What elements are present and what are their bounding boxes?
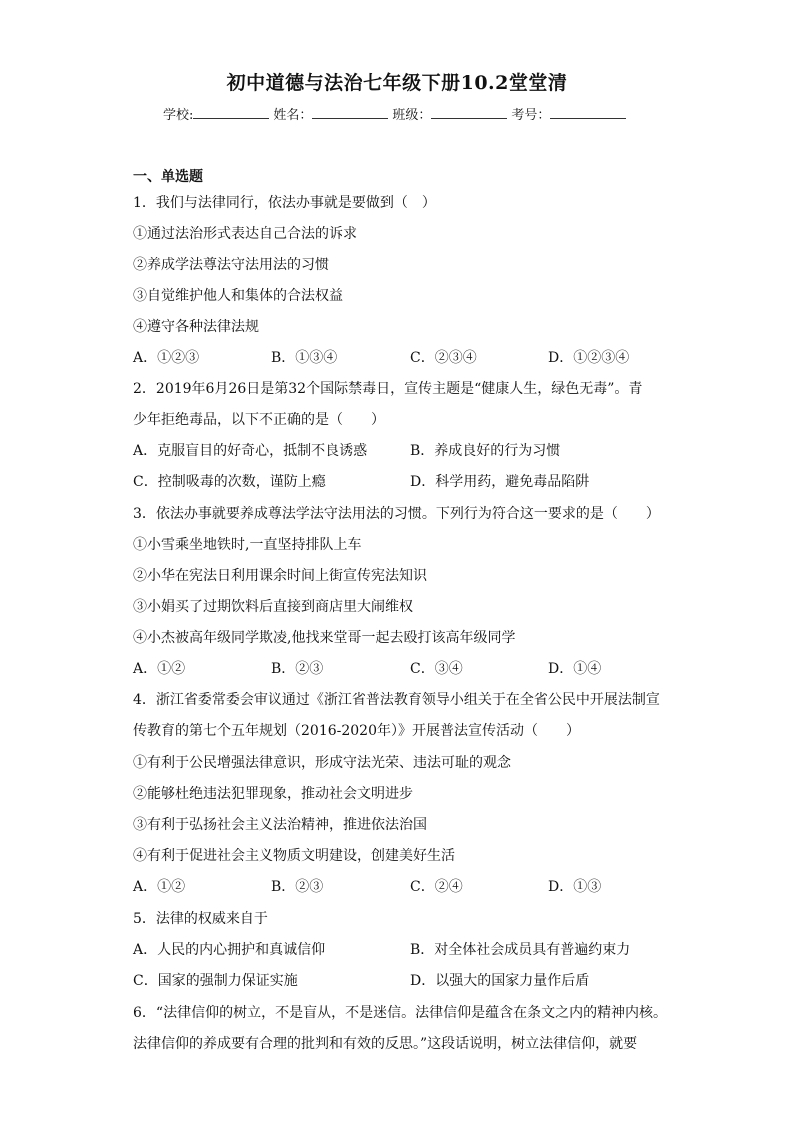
question-2-option-c[interactable]: C．控制吸毒的次数，谨防上瘾	[133, 474, 326, 490]
question-4-stem-line-2: 传教育的第七个五年规划（2016-2020年）》开展普法宣传活动（ ）	[133, 723, 580, 739]
question-4-option-a[interactable]: A．①②	[133, 879, 186, 895]
question-6-stem-line-2: 法律信仰的养成要有合理的批判和有效的反思。”这段话说明，树立法律信仰，就要	[133, 1036, 638, 1052]
question-6-stem-line-1: 6．“法律信仰的树立，不是盲从，不是迷信。法律信仰是蕴含在条文之内的精神内核。	[133, 1005, 668, 1021]
exam-number-label: 考号：	[511, 108, 551, 123]
question-1-item-3: ③自觉维护他人和集体的合法权益	[133, 288, 343, 304]
question-3-item-3: ③小娟买了过期饮料后直接到商店里大闹维权	[133, 599, 413, 615]
question-4-item-2: ②能够杜绝违法犯罪现象，推动社会文明进步	[133, 786, 413, 802]
question-3-option-a[interactable]: A．①②	[133, 661, 186, 677]
question-4-option-d[interactable]: D．①③	[548, 879, 602, 895]
question-1-item-1: ①通过法治形式表达自己合法的诉求	[133, 226, 357, 242]
question-1-option-c[interactable]: C．②③④	[410, 350, 477, 366]
question-1-item-4: ④遵守各种法律法规	[133, 319, 259, 335]
question-5-option-d[interactable]: D．以强大的国家力量作后盾	[410, 973, 590, 989]
school-blank[interactable]	[193, 104, 269, 119]
question-2-stem-line-2: 少年拒绝毒品，以下不正确的是（ ）	[133, 412, 385, 428]
question-1-option-a[interactable]: A．①②③	[133, 350, 200, 366]
question-4-option-c[interactable]: C．②④	[410, 879, 463, 895]
exam-number-blank[interactable]	[550, 104, 626, 119]
question-4-item-1: ①有利于公民增强法律意识，形成守法光荣、违法可耻的观念	[133, 755, 511, 771]
question-2-option-d[interactable]: D．科学用药，避免毒品陷阱	[410, 474, 590, 490]
question-1-stem: 1．我们与法律同行，依法办事就是要做到（ ）	[133, 195, 436, 211]
question-3-option-c[interactable]: C．③④	[410, 661, 463, 677]
question-5-stem: 5．法律的权威来自于	[133, 911, 268, 927]
question-3-option-b[interactable]: B．②③	[271, 661, 324, 677]
question-4-item-4: ④有利于促进社会主义物质文明建设，创建美好生活	[133, 848, 455, 864]
school-label: 学校:	[163, 108, 194, 123]
question-4-item-3: ③有利于弘扬社会主义法治精神，推进依法治国	[133, 817, 427, 833]
question-1-option-b[interactable]: B．①③④	[271, 350, 338, 366]
class-blank[interactable]	[431, 104, 507, 119]
question-1-item-2: ②养成学法尊法守法用法的习惯	[133, 257, 329, 273]
student-info-row	[163, 104, 630, 123]
question-5-option-b[interactable]: B．对全体社会成员具有普遍约束力	[410, 942, 631, 958]
name-blank[interactable]	[312, 104, 388, 119]
question-2-option-a[interactable]: A．克服盲目的好奇心，抵制不良诱惑	[133, 443, 368, 459]
name-label: 姓名：	[273, 108, 313, 123]
question-3-item-2: ②小华在宪法日利用课余时间上街宣传宪法知识	[133, 568, 427, 584]
question-5-option-a[interactable]: A．人民的内心拥护和真诚信仰	[133, 942, 326, 958]
question-3-item-4: ④小杰被高年级同学欺凌,他找来堂哥一起去殴打该高年级同学	[133, 630, 516, 646]
question-4-option-b[interactable]: B．②③	[271, 879, 324, 895]
question-3-stem: 3．依法办事就要养成尊法学法守法用法的习惯。下列行为符合这一要求的是（ ）	[133, 506, 660, 522]
question-3-option-d[interactable]: D．①④	[548, 661, 602, 677]
class-label: 班级：	[392, 108, 432, 123]
question-4-stem-line-1: 4．浙江省委常委会审议通过《浙江省普法教育领导小组关于在全省公民中开展法制宣	[133, 692, 660, 708]
page-title: 初中道德与法治七年级下册10.2堂堂清	[226, 72, 568, 94]
question-2-stem-line-1: 2．2019年6月26日是第32个国际禁毒日，宣传主题是“健康人生，绿色无毒”。青	[133, 381, 643, 397]
question-3-item-1: ①小雪乘坐地铁时,一直坚持排队上车	[133, 537, 362, 553]
section-title: 一、单选题	[133, 169, 203, 185]
question-5-option-c[interactable]: C．国家的强制力保证实施	[133, 973, 298, 989]
question-2-option-b[interactable]: B．养成良好的行为习惯	[410, 443, 561, 459]
question-1-option-d[interactable]: D．①②③④	[548, 350, 630, 366]
